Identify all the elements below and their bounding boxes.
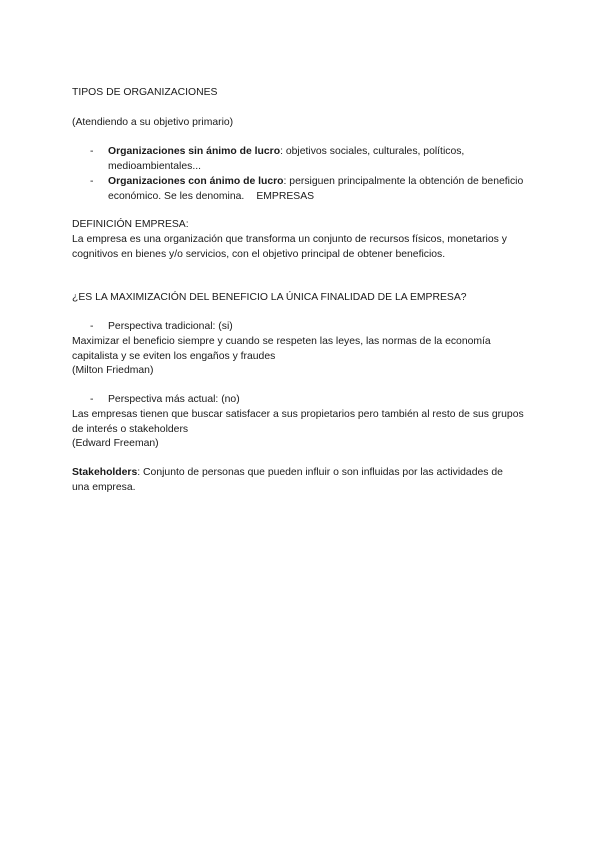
bullet-marker: -	[90, 176, 94, 187]
nonprofit-description: : objetivos sociales, culturales, políticos, medioambientales...	[108, 146, 465, 172]
bullet-marker: -	[90, 394, 94, 405]
section-question: ¿ES LA MAXIMIZACIÓN DEL BENEFICIO LA ÚNICA FINALIDAD DE LA EMPRESA?	[72, 292, 467, 303]
definition-text: La empresa es una organización que transforma un conjunto de recursos físicos, monetarios y cognitivos en bienes y/o servicios, con el objetivo principal de obtener beneficios.	[72, 234, 507, 260]
stakeholders-definition	[72, 466, 522, 495]
perspective-traditional-text: Maximizar el beneficio siempre y cuando se respeten las leyes, las normas de la economía capitalista y se eviten los engaños y fraudes	[72, 336, 491, 362]
term-stakeholders: Stakeholders	[72, 467, 138, 478]
perspective-traditional-author: (Milton Friedman)	[72, 365, 154, 376]
term-forprofit: Organizaciones con ánimo de lucro	[108, 176, 284, 187]
section-subheading: (Atendiendo a su objetivo primario)	[72, 117, 234, 128]
list-item-nonprofit	[108, 145, 528, 174]
forprofit-tag: EMPRESAS	[256, 190, 315, 202]
definition-title: DEFINICIÓN EMPRESA:	[72, 219, 189, 230]
perspective-modern-text: Las empresas tienen que buscar satisfacer a sus propietarios pero también al resto de sus grupos de interés o stakeholders	[72, 409, 524, 435]
perspective-modern-author: (Edward Freeman)	[72, 438, 159, 449]
forprofit-description: : persiguen principalmente la obtención de beneficio económico. Se les denomina.	[108, 176, 524, 202]
bullet-marker: -	[90, 146, 94, 157]
bullet-marker: -	[90, 321, 94, 332]
perspective-modern-label: Perspectiva más actual: (no)	[108, 394, 240, 405]
perspective-traditional-label: Perspectiva tradicional: (si)	[108, 321, 233, 332]
section-heading: TIPOS DE ORGANIZACIONES	[72, 87, 218, 98]
stakeholders-description: : Conjunto de personas que pueden influir o son influidas por las actividades de una empresa.	[72, 467, 503, 493]
list-item-forprofit	[108, 175, 528, 204]
term-nonprofit: Organizaciones sin ánimo de lucro	[108, 146, 281, 157]
